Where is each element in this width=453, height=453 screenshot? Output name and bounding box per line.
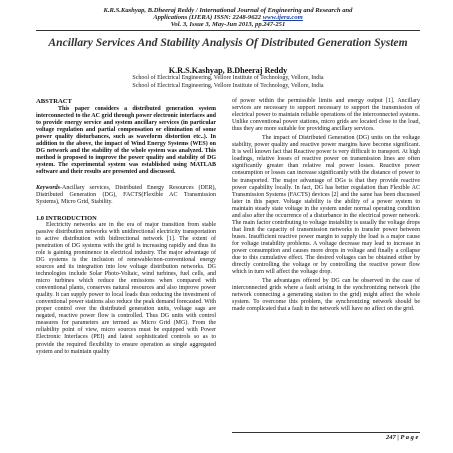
- journal-website-link[interactable]: www.ijera.com: [262, 14, 303, 21]
- author-affiliation-1: School of Electrical Engineering, Vellore Institute of Technology, Vellore, India: [132, 75, 324, 81]
- keywords: [36, 185, 216, 206]
- journal-header-line3: Vol. 3, Issue 3, May-Jun 2013, pp.247-251: [170, 21, 286, 28]
- paper-authors: K.R.S.Kashyap, B.Dheeraj Reddy: [168, 66, 288, 75]
- journal-header-line1: K.R.S.Kashyap, B.Dheeraj Reddy / International Journal of Engineering and Research and: [103, 7, 353, 14]
- left-column: [36, 98, 216, 356]
- abstract-text: This paper considers a distributed generation system interconnected to the AC grid through power electronic interfaces and to provide energy service and system ancillary services (in particular voltage regulation and partial compensation or elimination of some power quality disturbances, such as waveform distortion etc..). In addition to the above, the impact of Wind Energy Systems (WES) on DG network and the stability of the whole system was analyzed. This method is proposed to improve the power quality and stability of DG system. The experimental system was established using MATLAB software and their results are presented and discussed.: [36, 106, 216, 176]
- issn-text: Applications (IJERA) ISSN: 2248-9622: [153, 14, 263, 21]
- right-paragraph-2: The impact of Distributed Generation (DG) units on the voltage stability, power quality and reactive power margins have become significant. It is well known fact that Reactive power is very difficult to transport. At high loadings, relative losses of reactive power on transmission lines are often significantly greater than relative real power losses. Reactive power consumption or losses can increase significantly with the distance of power to be transported. The major advantage of DGs is that they provide reactive power capability locally. In fact, DG has better regulation than Flexible AC Transmission Systems (FACTS) devices [2] and the same has been discussed later in this paper. Voltage stability is the ability of a power system to maintain steady state voltage in the system under normal operating condition and also after the occurrence of a disturbance in the electrical power network. The main factor contributing to voltage instability is usually the voltage drops that limit the capacity of transmission networks to transfer power between buses. Insufficient reactive power margin to supply the load is a major cause for voltage instability problems. A voltage decrease may lead to increase in power consumption and causes more drops in voltage and finally a collapse due to this cumulative effect. The desired voltages can be obtained either by directly controlling the voltage or by controlling the reactive power flow which in turn will affect the voltage drop.: [232, 135, 420, 276]
- introduction-heading: 1.0 INTRODUCTION: [36, 214, 97, 222]
- right-paragraph-3: The advantages offered by DG can be observed in the case of interconnected grids where a fault arising in the synchronizing network (the network connecting a generating station to the grid) might affect the whole system. To overcome this problem, the synchronizing network should be made complicated that a fault in the network will have no affect on the grid.: [232, 278, 420, 313]
- keywords-label: Keywords: [36, 184, 60, 191]
- paper-title: Ancillary Services And Stability Analysis Of Distributed Generation System: [48, 36, 408, 49]
- right-column: [232, 98, 420, 313]
- introduction-paragraph: Electricity networks are in the era of major transition from stable passive distribution networks with unidirectional electricity transportation to active distribution with bidirectional network [1]. The extent of penetration of DG systems with the grid is increasing rapidly and thus its role is gaining prominence in electrical industry. The major advantage of DG systems is the inclusion of renewable/non-conventional energy sources and its integration into low voltage distribution networks. DG technologies include Solar Photo-Voltaic, wind turbines, fuel cells, and micro turbines which reduce the emissions when compared with conventional plants, conserves natural resources and also improve power quality. It can supply power to local loads thus reducing the investment of conventional power stations also reduce the peak demand forecasted. With proper control over the distributed generation units, voltage sags are negated, reactive power flow is controlled. Thus DG units with control measures for parameters are termed as Micro Grid (MG). From the reliability point of view, micro sources must be equipped with Power Electronic Interfaces (PEI) and latest sophisticated controls so as to provide the required flexibility to ensure operation as single aggregated system and to maintain quality: [36, 221, 216, 355]
- footer-divider: [232, 432, 420, 433]
- header-divider: [36, 30, 420, 31]
- abstract-heading: ABSTRACT: [36, 98, 72, 105]
- page-number: 247 | P a g e: [386, 434, 419, 441]
- author-affiliation-2: School of Electrical Engineering, Vellore Institute of Technology, Vellore, India: [132, 83, 324, 89]
- right-paragraph-1: of power within the permissible limits and energy output [1]. Ancillary services are necessary to support necessary to support the transmission of electrical power to maintain reliable operations of the interconnected systems. Unlike conventional power stations, micro grids are located close to the load, thus they are more suitable for providing ancillary services.: [232, 98, 420, 133]
- keywords-text: -Ancillary services, Distributed Energy Resources (DER), Distributed Generation (DG), FACTS(Flexible AC Transmission Systems), Micro Grid, Stability.: [36, 184, 216, 205]
